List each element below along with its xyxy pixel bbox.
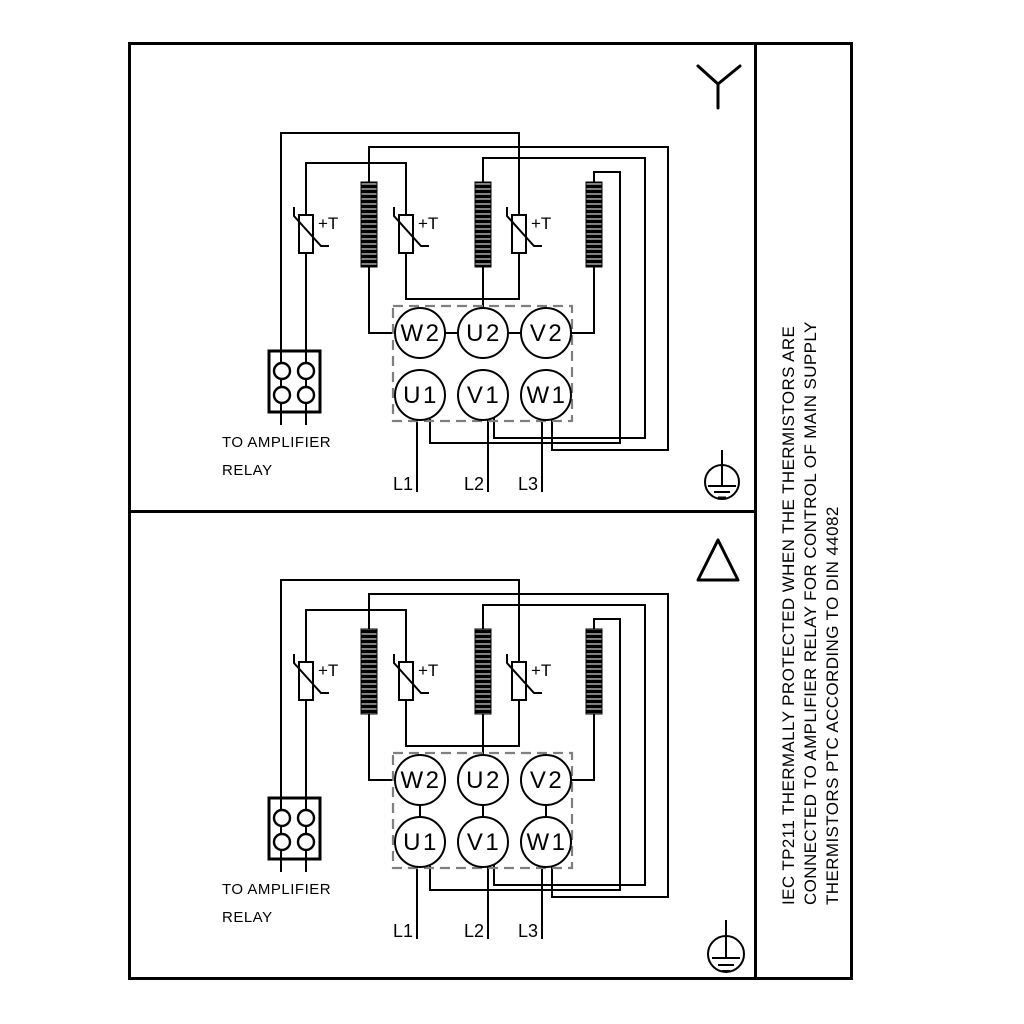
relay-pin [298,363,314,379]
relay-terminal-box [269,798,320,859]
terminal-label: U2 [466,767,502,794]
side-note-line-3: THERMISTORS PTC ACCORDING TO DIN 44082 [823,506,842,905]
terminal-U1 [395,817,445,867]
terminal-W2 [395,755,445,805]
thermistor-label: +T [418,661,439,680]
motor-windings [361,182,602,267]
winding-coil-2 [475,629,491,714]
winding-coil-1 [361,629,377,714]
wire-thermistor1-thermistor2 [306,610,406,662]
star-panel [222,66,740,499]
delta-panel [222,540,744,972]
side-note-line-2: CONNECTED TO AMPLIFIER RELAY FOR CONTROL OF MAIN SUPPLY [801,321,820,905]
terminal-V1 [458,370,508,420]
earth-ground-icon [708,920,744,972]
amplifier-relay-block [222,351,331,479]
supply-line-label-L1: L1 [392,921,413,941]
terminal-V1 [458,817,508,867]
terminal-label: U2 [466,320,502,347]
terminal-label: W2 [400,320,442,347]
thermistor-1 [294,654,338,700]
relay-note-line2: RELAY [222,462,273,479]
relay-pin [274,363,290,379]
relay-note-line2: RELAY [222,909,273,926]
terminal-U1 [395,370,445,420]
wire-coil1-to-W2 [369,267,395,333]
wire-thermistor1-thermistor2 [306,163,406,215]
thermistor-label: +T [318,661,339,680]
delta-connection-icon [698,540,738,580]
relay-pin [298,387,314,403]
side-note [779,321,842,905]
terminal-board [393,306,572,421]
supply-line-label-L1: L1 [392,474,413,494]
supply-line-label-L2: L2 [463,474,484,494]
thermistor-label: +T [531,214,552,233]
side-note-line-1: IEC TP211 THERMALLY PROTECTED WHEN THE THERMISTORS ARE [779,325,798,905]
terminal-label: U1 [403,829,439,856]
thermistor-3 [507,654,551,700]
thermistor-label: +T [531,661,552,680]
relay-pin [274,810,290,826]
wire-coil3-to-V2 [571,267,594,333]
terminal-label: V1 [466,382,502,409]
relay-pin [274,834,290,850]
terminal-W1 [521,370,571,420]
thermistor-2 [394,654,438,700]
terminal-label: V2 [529,767,565,794]
thermistor-label: +T [318,214,339,233]
supply-line-label-L2: L2 [463,921,484,941]
motor-windings [361,629,602,714]
star-connection-icon [698,66,740,108]
terminal-label: W1 [526,382,568,409]
relay-terminal-box [269,351,320,412]
terminal-label: W2 [400,767,442,794]
winding-coil-3 [586,182,602,267]
terminal-label: V2 [529,320,565,347]
amplifier-relay-block [222,798,331,926]
wire-coil3-to-V2 [571,714,594,780]
relay-note-line1: TO AMPLIFIER [222,434,332,451]
thermistor-2 [394,207,438,253]
terminal-label: V1 [466,829,502,856]
relay-note-line1: TO AMPLIFIER [222,881,332,898]
terminal-U2 [458,755,508,805]
winding-coil-3 [586,629,602,714]
terminal-V2 [521,308,571,358]
terminal-W1 [521,817,571,867]
supply-line-label-L3: L3 [517,921,538,941]
relay-pin [298,810,314,826]
wire-thermistor2-thermistor3 [406,253,519,299]
supply-line-label-L3: L3 [517,474,538,494]
terminal-label: U1 [403,382,439,409]
winding-coil-1 [361,182,377,267]
winding-coil-2 [475,182,491,267]
thermistor-label: +T [418,214,439,233]
earth-ground-icon [705,450,739,499]
terminal-U2 [458,308,508,358]
terminal-V2 [521,755,571,805]
thermistor-1 [294,207,338,253]
relay-pin [298,834,314,850]
wire-coil1-to-W2 [369,714,395,780]
thermistor-3 [507,207,551,253]
terminal-W2 [395,308,445,358]
relay-pin [274,387,290,403]
wire-thermistor2-thermistor3 [406,700,519,746]
terminal-label: W1 [526,829,568,856]
